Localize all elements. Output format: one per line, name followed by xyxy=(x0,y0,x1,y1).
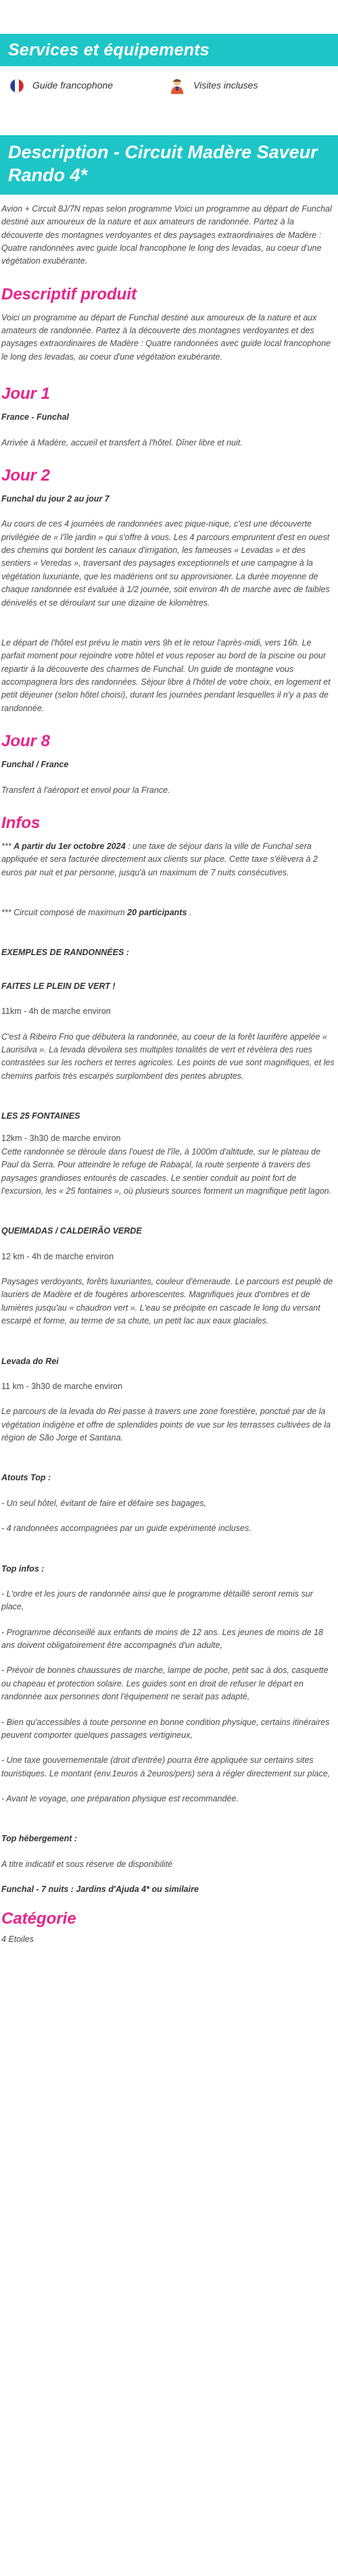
topinfo-item: - Prévoir de bonnes chaussures de marche, lampe de poche, petit sac à dos, casquette ou chapeau et protection solaire. Les guides sont en droit de refuser le départ en randonnée aux personnes dont l'équipement ne serait pas adapté, xyxy=(1,1666,329,1702)
service-item-visites xyxy=(169,77,329,95)
hike-duration: 12 km - 4h de marche environ xyxy=(1,1251,114,1261)
circuit-prefix: *** Circuit composé de maximum xyxy=(1,908,128,917)
day-2-title: Jour 2 xyxy=(1,466,51,485)
hike-name: Levada do Rei xyxy=(1,1356,59,1366)
descriptif-text: Voici un programme au départ de Funchal destiné aux amoureux de la nature et aux amateurs de randonnée. Partez à la découverte des montagnes verdoyantes et des paysages extraordinaires de Madère : Quatre randonnées avec guide local francophone le long des levadas, au coeur d'une végétation exubérante. xyxy=(1,312,331,362)
day-1-text: Arrivée à Madère, accueil et transfert à l'hôtel. Dîner libre et nuit. xyxy=(1,437,243,447)
descriptif-title: Descriptif produit xyxy=(1,285,137,303)
day-8-title: Jour 8 xyxy=(1,732,51,751)
day-1-subtitle: France - Funchal xyxy=(1,412,70,422)
atouts-title: Atouts Top : xyxy=(1,1473,51,1483)
service-item-guide xyxy=(9,78,169,93)
hike-name: QUEIMADAS / CALDEIRÃO VERDE xyxy=(1,1226,142,1236)
tax-prefix: *** xyxy=(1,841,14,851)
hike-text: Paysages verdoyants, forêts luxuriantes, couleur d'émeraude. Le parcours est peuplé de lauriers de Madère et de fougères arborescentes. Magnifiques jeux d'ombres et de lumières jusqu'au « chaudron vert ». L'eau se précipite en cascade le long du versant escarpé et forme, au terme de sa chute, un petit lac aux eaux glaciales. xyxy=(1,1277,333,1326)
exemples-title: EXEMPLES DE RANDONNÉES : xyxy=(1,948,129,958)
hebergement-title: Top hébergement : xyxy=(1,1834,78,1844)
tax-date: A partir du 1er octobre 2024 xyxy=(14,841,126,851)
topinfo-item: - L'ordre et les jours de randonnée ainsi que le programme détaillé seront remis sur place, xyxy=(1,1588,313,1612)
hebergement-hotel: Funchal - 7 nuits : Jardins d'Ajuda 4* ou similaire xyxy=(1,1885,199,1895)
atout-item: - 4 randonnées accompagnées par un guide expérimenté incluses. xyxy=(1,1524,251,1534)
service-label: Visites incluses xyxy=(193,79,258,91)
hike-duration: 11 km - 3h30 de marche environ xyxy=(1,1381,123,1391)
description-intro: Avion + Circuit 8J/7N repas selon programme Voici un programme au départ de Funchal destiné aux amoureux de la nature et aux amateurs de randonnée. Partez à la découverte des montagnes verdoyantes et des paysages extraordinaires de Madère : Quatre randonnées avec guide local francophone le long des levadas, au coeur d'une végétation exubérante. xyxy=(1,203,332,266)
guide-person-icon xyxy=(169,77,185,95)
topinfos-title: Top infos : xyxy=(1,1563,45,1574)
hike-name: LES 25 FONTAINES xyxy=(1,1111,80,1121)
day-8-text: Transfert à l'aéroport et envol pour la France. xyxy=(1,785,170,795)
topinfo-item: - Bien qu'accessibles à toute personne en bonne condition physique, certains itinéraires peuvent comporter quelques passages vertigineux, xyxy=(1,1717,330,1740)
circuit-participants: 20 participants xyxy=(127,908,187,917)
topinfo-item: - Programme déconseillé aux enfants de moins de 12 ans. Les jeunes de moins de 18 ans doivent obligatoirement être accompagnés d'un adulte, xyxy=(1,1627,323,1650)
categorie-value: 4 Etoiles xyxy=(1,1934,34,1944)
description-header: Description - Circuit Madère Saveur Rando 4* xyxy=(0,135,338,195)
tax-text: : une taxe de séjour dans la ville de Funchal sera appliquée et sera facturée directement aux clients sur place. Cette taxe s'élèvera à 2 euros par nuit et par personne, jusqu'à un maximum de 7 nuits consécutives. xyxy=(1,841,318,877)
day-8-subtitle: Funchal / France xyxy=(1,760,69,770)
circuit-suffix: . xyxy=(187,908,192,917)
topinfo-item: - Une taxe gouvernementale (droit d'entrée) pourra être appliquée sur certains sites touristiques. Le montant (env.1euros à 2euros/pers) sera à régler directement sur place, xyxy=(1,1755,331,1778)
topinfo-item: - Avant le voyage, une préparation physique est recommandée. xyxy=(1,1794,239,1803)
hike-name: FAITES LE PLEIN DE VERT ! xyxy=(1,981,116,991)
categorie-title: Catégorie xyxy=(1,1909,76,1928)
tax-note xyxy=(0,840,338,879)
hebergement-text: A titre indicatif et sous réserve de disponibilité xyxy=(1,1859,173,1869)
services-list xyxy=(0,66,338,105)
hike-duration: 12km - 3h30 de marche environ xyxy=(1,1134,121,1144)
hike-text: Le parcours de la levada do Rei passe à travers une zone forestière, ponctué par de la végétation indigène et offre de splendides points de vue sur les terrasses cultivées de la région de São Jorge et Santana. xyxy=(1,1407,331,1442)
day-2-text-2: Le départ de l'hôtel est prévu le matin vers 9h et le retour l'après-midi, vers 16h. Le parfait moment pour rejoindre votre hôtel et vous reposer au bord de la piscine ou pour repartir à la découverte des charmes de Funchal. Un guide de montagne vous accompagnera lors des randonnées. Séjour libre à l'hôtel de votre choix, en logement et petit déjeuner (selon hôtel choisi), durant les journées pendant lesquelles il n'y a pas de randonnée. xyxy=(1,637,331,713)
atout-item: - Un seul hôtel, évitant de faire et défaire ses bagages, xyxy=(1,1498,206,1508)
france-flag-icon xyxy=(9,78,24,93)
description-content xyxy=(0,195,338,1946)
day-2-subtitle: Funchal du jour 2 au jour 7 xyxy=(1,493,110,504)
day-1-title: Jour 1 xyxy=(1,385,51,404)
infos-title: Infos xyxy=(1,813,41,832)
hike-text: Cette randonnée se déroule dans l'ouest de l'île, à 1000m d'altitude, sur le plateau de Paul da Serra. Pour atteindre le refuge de Rabaçal, la route serpente à travers des paysages grandioses entourés de cascades. Le sentier conduit au point fort de l'excursion, les « 25 fontaines », où plusieurs sources forment un magnifique petit lagon. xyxy=(1,1146,332,1196)
hike-text: C'est à Ribeiro Frio que débutera la randonnée, au coeur de la forêt laurifère appelée « Laurisilva ». La levada dévoilera ses multiples tonalités de vert et révèlera des rues contrastées sur les rochers et terres agricoles. Les points de vue sont magnifiques, et les chemins parfois très escarpés surplombent des pentes abruptes. xyxy=(1,1031,335,1081)
day-2-text-1: Au cours de ces 4 journées de randonnées avec pique-nique, c'est une découverte privilégiée de « l'île jardin » qui s'offre à vous. Les 4 parcours empruntent d'est en ouest des chemins qui bordent les canaux d'irrigation, les fameuses « Levadas » et des sentiers « Veredas », traversant des paysages exceptionnels et une campagne à la végétation luxuriante, que les madériens ont su approvisioner. La durée moyenne de chaque randonnée est évaluée à 1/2 journée, soit environ 4h de marche avec de faibles dénivelés et se déroulant sur une dizaine de kilomètres. xyxy=(1,519,330,608)
hike-duration: 11km - 4h de marche environ xyxy=(1,1006,111,1017)
service-label: Guide francophone xyxy=(32,79,114,91)
services-header: Services et équipements xyxy=(0,34,338,66)
circuit-note xyxy=(0,906,338,919)
